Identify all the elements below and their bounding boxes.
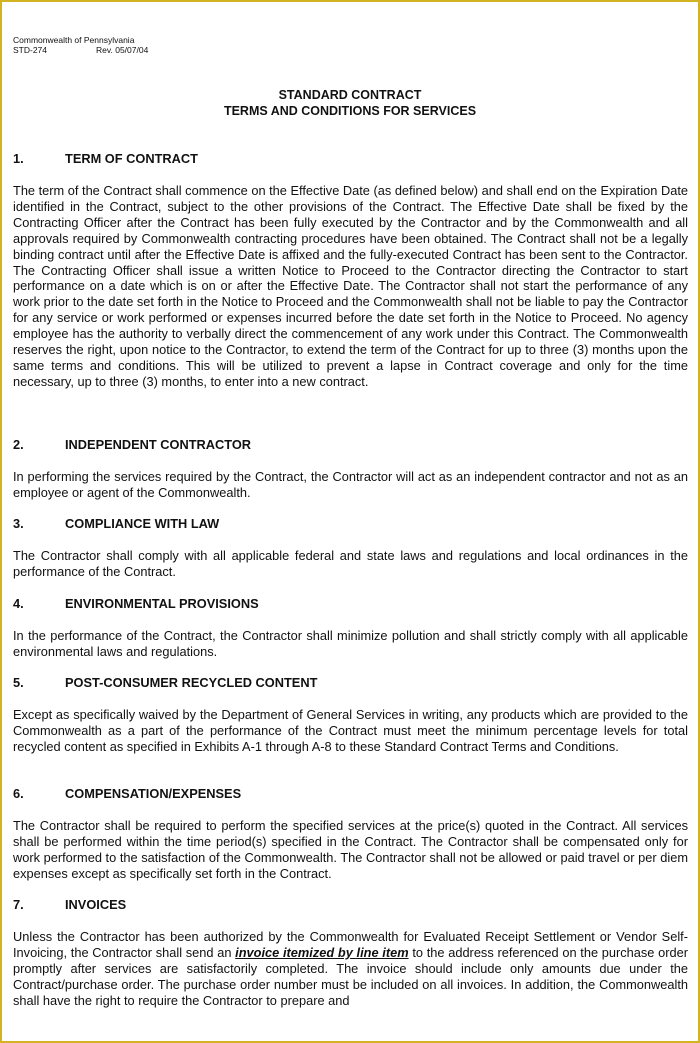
section-heading xyxy=(13,437,688,453)
section-number: 3. xyxy=(13,516,24,531)
form-number: STD-274 xyxy=(13,45,48,55)
section-compliance-with-law xyxy=(13,516,688,580)
document-page xyxy=(2,2,698,1041)
section-heading xyxy=(13,897,688,913)
section-number: 4. xyxy=(13,596,24,611)
section-body: Except as specifically waived by the Department of General Services in writing, any products which are provided to the Commonwealth as a part of the performance of the Contract must meet the minimum percentage levels for total recycled content as specified in Exhibits A-1 through A-8 to these Standard Contract Terms and Conditions. xyxy=(13,707,688,754)
section-title: ENVIRONMENTAL PROVISIONS xyxy=(65,596,259,611)
section-title: INDEPENDENT CONTRACTOR xyxy=(65,437,252,452)
section-number: 2. xyxy=(13,437,24,452)
section-title: TERM OF CONTRACT xyxy=(65,151,198,166)
revision-date: Rev. 05/07/04 xyxy=(96,45,149,55)
invoice-text-before: Unless the Contractor has been authorized by the Commonwealth for Evaluated Receipt Settlement or Vendor Self-Invoicing, the Contractor shall send an xyxy=(13,929,688,960)
section-heading xyxy=(13,596,688,612)
section-environmental-provisions xyxy=(13,596,688,660)
section-number: 6. xyxy=(13,786,24,801)
section-title: COMPENSATION/EXPENSES xyxy=(65,786,242,801)
section-term-of-contract xyxy=(13,151,688,390)
section-heading xyxy=(13,151,688,167)
section-heading xyxy=(13,675,688,691)
section-body: The term of the Contract shall commence on the Effective Date (as defined below) and shall end on the Expiration Date identified in the Contract, subject to the other provisions of the Contract. The Effective Date shall be fixed by the Contracting Officer after the Contract has been fully executed by the Contractor and by the Commonwealth and all approvals required by Commonwealth contracting procedures have been obtained. The Contract shall not be a legally binding contract until after the Effective Date is affixed and the fully-executed Contract has been sent to the Contractor. The Contracting Officer shall issue a written Notice to Proceed to the Contractor directing the Contractor to start performance on a date which is on or after the Effective Date. The Contractor shall not start the performance of any work prior to the date set forth in the Notice to Proceed and the Commonwealth shall not be liable to pay the Contractor for any service or work performed or expenses incurred before the date set forth in the Notice to Proceed. No agency employee has the authority to verbally direct the commencement of any work under this Contract. The Commonwealth reserves the right, upon notice to the Contractor, to extend the term of the Contract for up to three (3) months upon the same terms and conditions. This will be utilized to prevent a lapse in Contract coverage and only for the time necessary, up to three (3) months, to enter into a new contract. xyxy=(13,183,688,389)
section-number: 5. xyxy=(13,675,24,690)
section-invoices xyxy=(13,897,688,1009)
section-heading xyxy=(13,516,688,532)
section-body: In performing the services required by the Contract, the Contractor will act as an independent contractor and not as an employee or agent of the Commonwealth. xyxy=(13,469,688,500)
section-body: In the performance of the Contract, the Contractor shall minimize pollution and shall strictly comply with all applicable environmental laws and regulations. xyxy=(13,628,688,659)
section-title: COMPLIANCE WITH LAW xyxy=(65,516,220,531)
title-line-2: TERMS AND CONDITIONS FOR SERVICES xyxy=(223,104,477,118)
section-body: The Contractor shall comply with all applicable federal and state laws and regulations and local ordinances in the performance of the Contract. xyxy=(13,548,688,579)
invoice-text-after: to the address referenced on the purchase order promptly after services are satisfactorily completed. The invoice should include only amounts due under the Contract/purchase order. The purchase order number must be included on all invoices. In addition, the Commonwealth shall have the right to require the Contractor to prepare and xyxy=(13,944,689,1008)
section-recycled-content xyxy=(13,675,688,755)
section-body: The Contractor shall be required to perform the specified services at the price(s) quoted in the Contract. All services shall be performed within the time period(s) specified in the Contract. The Contractor shall be compensated only for work performed to the satisfaction of the Commonwealth. The Contractor shall not be allowed or paid travel or per diem expenses except as specifically set forth in the Contract. xyxy=(13,818,688,881)
section-compensation-expenses xyxy=(13,786,688,882)
invoice-emphasis: invoice itemized by line item xyxy=(235,944,409,960)
form-id-line xyxy=(13,45,148,55)
section-number: 1. xyxy=(13,151,24,166)
section-heading xyxy=(13,786,688,802)
document-title xyxy=(2,87,698,119)
section-number: 7. xyxy=(13,897,24,912)
section-title: POST-CONSUMER RECYCLED CONTENT xyxy=(65,675,318,690)
agency-name: Commonwealth of Pennsylvania xyxy=(13,35,135,45)
section-independent-contractor xyxy=(13,437,688,501)
section-body xyxy=(13,929,688,1009)
title-line-1: STANDARD CONTRACT xyxy=(278,88,422,102)
section-title: INVOICES xyxy=(65,897,127,912)
form-header xyxy=(13,35,148,55)
